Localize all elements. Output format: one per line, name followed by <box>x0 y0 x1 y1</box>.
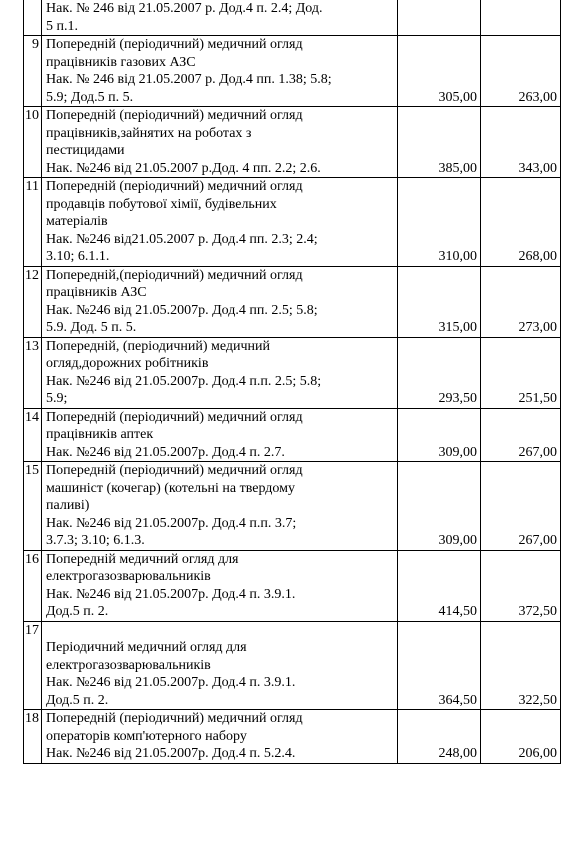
service-title-line: електрогазозварювальників <box>46 657 211 673</box>
order-reference-line: Нак. № 246 від 21.05.2007 р. Дод.4 п. 2.4; Дод. <box>46 1 323 16</box>
service-description <box>42 408 398 462</box>
table-row <box>24 408 561 462</box>
price-discount: 372,50 <box>481 550 561 621</box>
service-title-line: електрогазозварювальників <box>46 569 211 584</box>
order-reference-line: 3.7.3; 3.10; 6.1.3. <box>46 533 145 548</box>
service-description <box>42 178 398 267</box>
price-discount: 268,00 <box>481 178 561 267</box>
service-title-line: машиніст (кочегар) (котельні на твердому <box>46 480 295 496</box>
table-row <box>24 0 561 36</box>
service-title-line: Попередній (періодичний) медичний огляд <box>46 108 303 123</box>
service-title-line: працівників аптек <box>46 427 154 442</box>
row-number: 17 <box>24 621 42 710</box>
table-row <box>24 107 561 178</box>
service-title-line: Попередній (періодичний) медичний огляд <box>46 409 303 425</box>
order-reference-line: Нак. №246 від 21.05.2007р. Дод.4 п.п. 3.7; <box>46 515 297 531</box>
price-full: 310,00 <box>398 178 481 267</box>
order-reference-line: 3.10; 6.1.1. <box>46 249 110 264</box>
row-number: 9 <box>24 36 42 107</box>
table-row <box>24 337 561 408</box>
table-row <box>24 710 561 764</box>
row-number: 11 <box>24 178 42 267</box>
blank-line <box>46 622 393 640</box>
table-row <box>24 36 561 107</box>
price-full: 293,50 <box>398 337 481 408</box>
service-title-line: Попередній (періодичний) медичний огляд <box>46 37 303 52</box>
price-full: 309,00 <box>398 462 481 551</box>
service-title-line: операторів комп'ютерного набору <box>46 728 247 744</box>
order-reference-line: 5.9; Дод.5 п. 5. <box>46 89 134 105</box>
order-reference-line: Нак. №246 від 21.05.2007р. Дод.4 пп. 2.5; 5.8; <box>46 302 318 318</box>
service-description <box>42 36 398 107</box>
order-reference-line: Дод.5 п. 2. <box>46 604 109 619</box>
row-number: 15 <box>24 462 42 551</box>
service-description <box>42 107 398 178</box>
row-number: 10 <box>24 107 42 178</box>
service-description <box>42 621 398 710</box>
service-description <box>42 710 398 764</box>
service-title-line: Попередній (періодичний) медичний огляд <box>46 179 303 194</box>
service-title-line: працівників АЗС <box>46 285 147 300</box>
order-reference-line: Нак. №246 від 21.05.2007р. Дод.4 п. 5.2.4. <box>46 746 296 761</box>
service-title-line: Попередній,(періодичний) медичний огляд <box>46 267 303 283</box>
service-title-line: Попередній, (періодичний) медичний <box>46 338 271 354</box>
table-row <box>24 621 561 710</box>
price-full: 414,50 <box>398 550 481 621</box>
service-title-line: Попередній (періодичний) медичний огляд <box>46 711 303 726</box>
row-number <box>24 0 42 36</box>
price-discount <box>481 0 561 36</box>
price-full: 315,00 <box>398 266 481 337</box>
service-title-line: огляд,дорожних робітників <box>46 356 209 371</box>
table-row <box>24 266 561 337</box>
table-row <box>24 550 561 621</box>
order-reference-line: Нак. №246 від 21.05.2007р. Дод.4 п. 2.7. <box>46 444 285 460</box>
order-reference-line: Нак. №246 від 21.05.2007р. Дод.4 п. 3.9.1. <box>46 675 296 690</box>
price-table <box>23 0 561 764</box>
price-discount: 273,00 <box>481 266 561 337</box>
order-reference-line: Дод.5 п. 2. <box>46 692 109 708</box>
price-full: 385,00 <box>398 107 481 178</box>
service-title-line: матеріалів <box>46 214 108 229</box>
service-title-line: паливі) <box>46 498 90 513</box>
price-discount: 263,00 <box>481 36 561 107</box>
table-row <box>24 178 561 267</box>
order-reference-line: Нак. №246 від 21.05.2007р. Дод.4 п. 3.9.1. <box>46 586 296 602</box>
service-description <box>42 462 398 551</box>
order-reference-line: Нак. №246 від 21.05.2007р. Дод.4 п.п. 2.5; 5.8; <box>46 373 322 389</box>
order-reference-line: Нак. №246 від 21.05.2007 р.Дод. 4 пп. 2.2; 2.6. <box>46 160 321 176</box>
order-reference-line: Нак. № 246 від 21.05.2007 р. Дод.4 пп. 1.38; 5.8; <box>46 72 332 87</box>
service-title-line: продавців побутової хімії, будівельних <box>46 196 277 212</box>
service-title-line: працівників,зайнятих на роботах з <box>46 125 252 141</box>
service-description <box>42 266 398 337</box>
row-number: 14 <box>24 408 42 462</box>
service-title-line: Попередній (періодичний) медичний огляд <box>46 463 303 478</box>
row-number: 18 <box>24 710 42 764</box>
order-reference-line: Нак. №246 від21.05.2007 р. Дод.4 пп. 2.3; 2.4; <box>46 231 318 247</box>
service-title-line: Попередній медичний огляд для <box>46 551 239 567</box>
service-title-line: працівників газових АЗС <box>46 54 196 70</box>
table-body <box>24 0 561 763</box>
price-full: 305,00 <box>398 36 481 107</box>
price-discount: 322,50 <box>481 621 561 710</box>
price-full: 248,00 <box>398 710 481 764</box>
row-number: 12 <box>24 266 42 337</box>
price-discount: 251,50 <box>481 337 561 408</box>
row-number: 16 <box>24 550 42 621</box>
order-reference-line: 5.9. Дод. 5 п. 5. <box>46 320 137 335</box>
order-reference-line: 5.9; <box>46 391 68 406</box>
service-title-line: пестицидами <box>46 143 125 158</box>
service-description <box>42 0 398 36</box>
price-discount: 206,00 <box>481 710 561 764</box>
table-row <box>24 462 561 551</box>
price-full: 364,50 <box>398 621 481 710</box>
service-title-line: Періодичний медичний огляд для <box>46 640 247 655</box>
service-description <box>42 550 398 621</box>
price-full <box>398 0 481 36</box>
service-description <box>42 337 398 408</box>
price-discount: 267,00 <box>481 408 561 462</box>
price-discount: 267,00 <box>481 462 561 551</box>
order-reference-line: 5 п.1. <box>46 18 78 34</box>
price-discount: 343,00 <box>481 107 561 178</box>
price-full: 309,00 <box>398 408 481 462</box>
row-number: 13 <box>24 337 42 408</box>
